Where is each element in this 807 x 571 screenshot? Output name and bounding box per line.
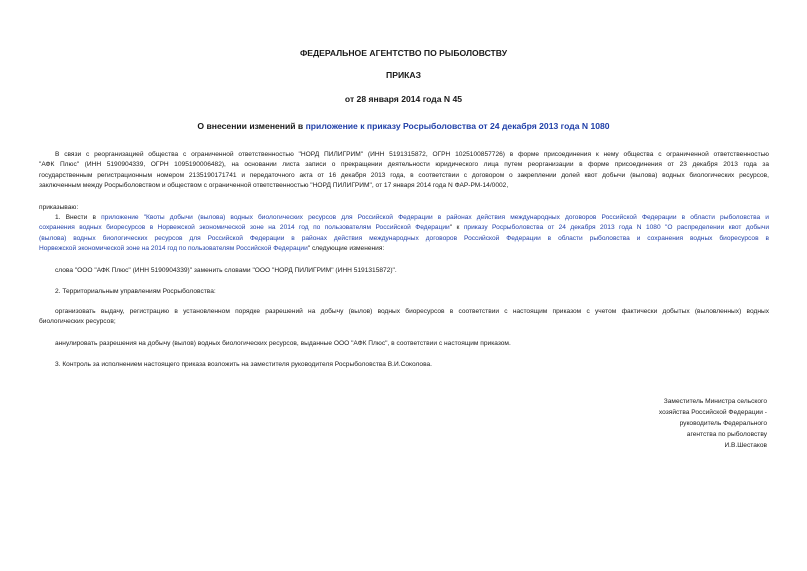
item-2b-paragraph: аннулировать разрешения на добычу (вылов) водных биологических ресурсов, выданные ООО "АФК Плюс", в соответствии с настоящим приказом. bbox=[55, 340, 511, 347]
item-2a-paragraph bbox=[39, 307, 769, 328]
order-1080-link-end[interactable]: Норвежской экономической зоне на 2014 год по пользователям Российской Федерации bbox=[39, 245, 308, 253]
item-2a-line: организовать выдачу, регистрацию в установленном порядке разрешений на добычу (вылов) водных биоресурсов в соответствии с настоящим приказом с учетом фактически добытых (выловленных) водных bbox=[55, 308, 769, 315]
signature-line: Заместитель Министра сельского bbox=[663, 398, 767, 405]
item-3-paragraph: 3. Контроль за исполнением настоящего приказа возложить на заместителя руководителя Росрыболовства В.И.Соколова. bbox=[55, 361, 432, 368]
preamble-line: В связи с реорганизацией общества с ограниченной ответственностью "НОРД ПИЛИГРИМ" (ИНН 5191315872, ОГРН 1025100857726) в форме присоединения к нему общества с ограниченной ответственностью bbox=[55, 151, 769, 158]
preamble-line: государственным регистрационным номером 2135190171741 и передаточного акта от 16 декабря 2013 года, в соответствии с договором о закреплении долей квот добычи (вылова) водных биологических ресурсов, bbox=[39, 171, 769, 179]
preamble-line: "АФК Плюс" (ИНН 5190904339, ОГРН 1095190006482), на основании листа записи о прекращении деятельности юридического лица путем реорганизации в форме присоединения от 23 декабря 2013 года за bbox=[39, 161, 769, 169]
agency-heading: ФЕДЕРАЛЬНОЕ АГЕНТСТВО ПО РЫБОЛОВСТВУ bbox=[299, 48, 508, 58]
item-2-paragraph: 2. Территориальным управлениям Росрыболовства: bbox=[55, 288, 216, 295]
item-1-line bbox=[39, 213, 769, 223]
item-1-paragraph bbox=[39, 213, 769, 255]
order-1080-link[interactable]: приказу Росрыболовства от 24 декабря 2013 года N 1080 "О распределении квот добычи bbox=[463, 224, 769, 232]
quota-annex-link-cont[interactable]: сохранения водных биоресурсов в Норвежской экономической зоне на 2014 год по пользователям Российской Федерации bbox=[39, 224, 450, 232]
signature-block bbox=[659, 397, 767, 452]
signature-name: И.В.Шестаков bbox=[724, 441, 767, 449]
title-link[interactable]: приложение к приказу Росрыболовства от 24 декабря 2013 года N 1080 bbox=[305, 121, 610, 131]
replace-paragraph: слова "ООО "АФК Плюс" (ИНН 5190904339)" заменить словами "ООО "НОРД ПИЛИГРИМ" (ИНН 5191315872)". bbox=[55, 267, 397, 274]
item-1-line bbox=[39, 223, 769, 233]
document-title bbox=[0, 121, 807, 131]
order-1080-link-cont[interactable]: (вылова) водных биологических ресурсов для Российской Федерации в районах действия международных договоров Российской Федерации в области рыболовства и сохранения водных биоресурсов в bbox=[39, 234, 769, 242]
item-1-line bbox=[39, 244, 769, 254]
item-1-line bbox=[39, 234, 769, 244]
preamble-line: заключенным между Росрыболовством и обществом с ограниченной ответственностью "НОРД ПИЛИГРИМ", от 17 января 2014 года N ФАР-РМ-14/0002, bbox=[39, 182, 509, 190]
signature-line: агентства по рыболовству bbox=[686, 430, 767, 438]
item-2a-line: биологических ресурсов; bbox=[39, 318, 116, 326]
quota-annex-link[interactable]: приложение "Квоты добычи (вылова) водных биологических ресурсов для Российской Федерации в районах действия международных договоров Российской Федерации в области рыболовства и bbox=[101, 214, 769, 221]
order-word: приказываю: bbox=[39, 204, 79, 211]
doc-type-heading: ПРИКАЗ bbox=[386, 70, 421, 80]
title-prefix: О внесении изменений в bbox=[197, 121, 306, 131]
signature-line: руководитель Федерального bbox=[679, 419, 767, 427]
item-1-tail: " следующие изменения: bbox=[307, 245, 385, 253]
item-1-lead: 1. Внести в bbox=[55, 214, 102, 221]
signature-line: хозяйства Российской Федерации - bbox=[658, 408, 767, 416]
preamble-paragraph bbox=[39, 150, 769, 192]
item-1-mid: " к bbox=[449, 224, 464, 232]
date-number-heading: от 28 января 2014 года N 45 bbox=[344, 94, 463, 104]
